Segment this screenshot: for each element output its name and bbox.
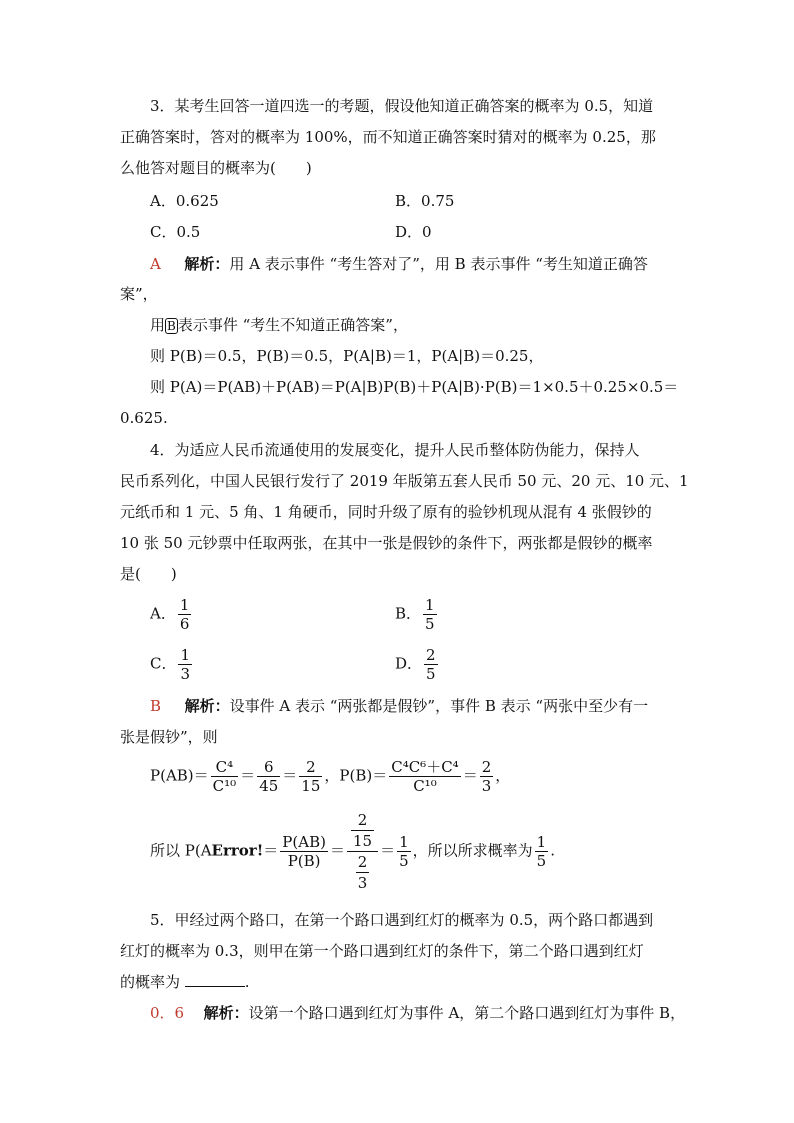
q5-solution-line-1 [150, 1003, 685, 1023]
q4-option-b-num: 1 [425, 596, 435, 614]
f2-eq3: ＝ [380, 841, 396, 860]
q3-answer: A [150, 255, 161, 273]
q5-stem-line-3-text: 的概率为 [120, 973, 181, 991]
f1-d5: 3 [481, 777, 492, 795]
f2-cd-den: 3 [357, 874, 368, 892]
q4-option-c-label: C． [150, 654, 177, 673]
f1-n4: C⁴C⁶＋C⁴ [391, 758, 459, 776]
q4-option-a-label: A． [150, 604, 176, 623]
f2-error-text: Error! [211, 841, 264, 860]
f1-eq1: ＝ [240, 766, 256, 785]
q4-option-d-num: 2 [426, 646, 436, 664]
q4-option-d [395, 646, 440, 683]
q4-option-c [150, 646, 194, 683]
f1-d4: C¹⁰ [413, 777, 437, 795]
q4-option-d-label: D． [395, 654, 423, 673]
q4-solution-line-1 [150, 696, 648, 716]
f1-lhs: P(AB)＝ [150, 766, 209, 785]
f1-d2: 45 [259, 777, 279, 795]
f1-n2: 6 [257, 758, 280, 777]
q3-solution-label: 解析： [184, 255, 230, 273]
q4-option-d-den: 5 [426, 665, 436, 683]
f1-eq2: ＝ [282, 766, 298, 785]
q3-complement-symbol: B [167, 319, 176, 333]
q4-solution-label: 解析： [184, 697, 230, 715]
q3-stem-line-3: 么他答对题目的概率为( ) [120, 159, 312, 177]
f2-d4: 5 [536, 852, 547, 870]
q3-solution-line-2: 案”， [120, 285, 158, 303]
q3-solution-text-1: 用 A 表示事件 “考生答对了”，用 B 表示事件 “考生知道正确答 [229, 255, 648, 273]
q4-option-b [395, 596, 439, 633]
f2-d1: P(B) [287, 852, 321, 870]
f1-n3: 2 [299, 758, 322, 777]
f1-num: C⁴ [211, 758, 239, 777]
f1-end: ， [495, 766, 511, 785]
f2-n4: 1 [536, 833, 547, 851]
answer-blank [185, 972, 245, 987]
q4-solution-text-1: 设事件 A 表示 “两张都是假钞”，事件 B 表示 “两张中至少有一 [229, 697, 649, 715]
q5-stem-line-3 [120, 972, 250, 992]
f2-n3: 1 [399, 833, 409, 851]
q3-stem-line-1: 3．某考生回答一道四选一的考题，假设他知道正确答案的概率为 0.5，知道 [150, 97, 654, 115]
f2-eq: ＝ [263, 841, 279, 860]
q3-option-c: C．0.5 [150, 223, 201, 241]
q4-stem-line-5: 是( ) [120, 565, 177, 583]
q3-stem-line-2: 正确答案时，答对的概率为 100%，而不知道正确答案时猜对的概率为 0.25，那 [120, 128, 656, 146]
q3-sol3-post: 表示事件 “考生不知道正确答案”， [177, 316, 408, 334]
q3-solution-line-4: 则 P(B)＝0.5，P(B)＝0.5，P(A|B)＝1，P(A|B)＝0.25， [150, 347, 544, 365]
f2-end: . [550, 841, 555, 860]
q4-stem-line-1: 4．为适应人民币流通使用的发展变化，提升人民币整体防伪能力，保持人 [150, 441, 640, 459]
f2-n1: P(AB) [282, 833, 326, 851]
f2-cn-num: 2 [351, 810, 374, 831]
q5-stem-line-1: 5．甲经过两个路口，在第一个路口遇到红灯的概率为 0.5，两个路口都遇到 [150, 911, 654, 929]
q4-option-a [150, 596, 193, 633]
f1-eq3: ＝ [462, 766, 478, 785]
q4-option-a-den: 6 [179, 615, 190, 633]
q4-solution-line-2: 张是假钞”，则 [120, 728, 218, 746]
q5-stem-line-2: 红灯的概率为 0.3，则甲在第一个路口遇到红灯的条件下，第二个路口遇到红灯 [120, 942, 644, 960]
f2-d3: 5 [399, 852, 409, 870]
f2-eq2: ＝ [329, 841, 345, 860]
f1-sep: ，P(B)＝ [324, 766, 388, 785]
q4-stem-line-4: 10 张 50 元钞票中任取两张，在其中一张是假钞的条件下，两张都是假钞的概率 [120, 534, 653, 552]
q3-solution-line-6: 0.625. [120, 409, 168, 427]
f2-compound-fraction [347, 810, 378, 893]
q3-option-b: B．0.75 [395, 192, 455, 210]
q4-option-a-num: 1 [179, 596, 190, 614]
f2-cd-num: 2 [357, 853, 368, 871]
q3-solution-line-5: 则 P(A)＝P(AB)＋P(AB)＝P(A|B)P(B)＋P(A|B)·P(B)＝1×0.5＋0.25×0.5＝ [150, 378, 679, 396]
q4-option-b-label: B． [395, 604, 422, 623]
q3-sol3-pre: 用 [150, 316, 166, 334]
q3-solution-line-1 [150, 254, 648, 274]
q5-answer: 0．6 [150, 1004, 185, 1022]
f1-d3: 15 [301, 777, 321, 795]
q5-solution-text-1: 设第一个路口遇到红灯为事件 A，第二个路口遇到红灯为事件 B， [248, 1004, 686, 1022]
q3-option-a: A．0.625 [150, 192, 219, 210]
q4-option-c-den: 3 [180, 665, 191, 683]
q4-formula-1 [150, 758, 510, 795]
f2-cn-den: 15 [352, 832, 373, 850]
f1-n5: 2 [481, 758, 492, 776]
q5-solution-label: 解析： [203, 1004, 249, 1022]
q3-solution-line-3 [150, 315, 408, 335]
q5-stem-line-3-end: . [244, 973, 250, 991]
q4-option-b-den: 5 [425, 615, 435, 633]
q3-option-d: D．0 [395, 223, 432, 241]
f2-mid: ，所以所求概率为 [412, 841, 533, 860]
q4-stem-line-2: 民币系列化，中国人民银行发行了 2019 年版第五套人民币 50 元、20 元、10 元、1 [120, 472, 689, 490]
q4-answer: B [150, 697, 162, 715]
f1-den: C¹⁰ [212, 777, 237, 795]
q4-stem-line-3: 元纸币和 1 元、5 角、1 角硬币，同时升级了原有的验钞机现从混有 4 张假钞的 [120, 503, 652, 521]
f2-pre: 所以 P(A [150, 841, 212, 860]
q4-option-c-num: 1 [180, 646, 191, 664]
q4-formula-2 [150, 810, 555, 893]
